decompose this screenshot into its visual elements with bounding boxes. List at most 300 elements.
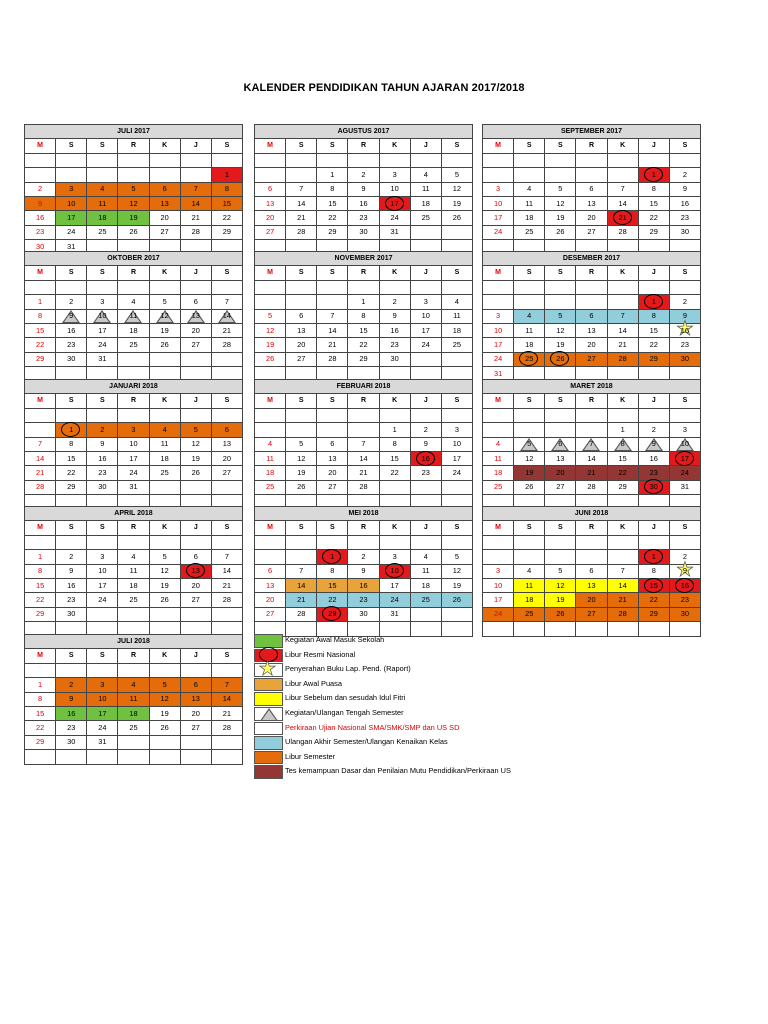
empty-cell <box>211 735 242 749</box>
day-cell: 15 <box>638 323 669 337</box>
empty-cell <box>87 408 118 422</box>
weekday-header: S <box>211 139 242 153</box>
day-cell: 31 <box>669 480 700 494</box>
day-cell: 15 <box>638 196 669 210</box>
day-cell: 6 <box>317 437 348 451</box>
legend-label: Libur Sebelum dan sesudah Idul Fitri <box>285 693 406 703</box>
day-cell: 25 <box>149 466 180 480</box>
day-cell: 19 <box>149 323 180 337</box>
empty-cell <box>180 480 211 494</box>
day-cell: 30 <box>25 240 56 254</box>
day-cell: 12 <box>149 692 180 706</box>
empty-cell <box>286 153 317 167</box>
empty-cell <box>317 295 348 309</box>
day-cell: 27 <box>255 607 286 621</box>
day-cell: 5 <box>441 168 472 182</box>
day-cell: 24 <box>118 466 149 480</box>
day-cell: 14 <box>211 692 242 706</box>
month-november-2017 <box>254 251 473 382</box>
day-cell: 28 <box>286 607 317 621</box>
day-cell: 12 <box>545 578 576 592</box>
day-cell: 13 <box>576 578 607 592</box>
empty-cell <box>410 153 441 167</box>
day-cell: 13 <box>255 578 286 592</box>
day-cell: 27 <box>180 721 211 735</box>
day-cell: 22 <box>25 338 56 352</box>
month-title: MARET 2018 <box>483 380 701 394</box>
weekday-header: M <box>255 139 286 153</box>
day-cell: 27 <box>545 480 576 494</box>
empty-cell <box>255 168 286 182</box>
day-cell: 13 <box>317 451 348 465</box>
page-title: KALENDER PENDIDIKAN TAHUN AJARAN 2017/2018 <box>243 82 525 94</box>
day-cell: 4 <box>118 678 149 692</box>
day-cell: 22 <box>607 466 638 480</box>
day-cell: 23 <box>25 225 56 239</box>
empty-cell <box>180 408 211 422</box>
day-cell: 17 <box>483 211 514 225</box>
empty-cell <box>483 423 514 437</box>
day-cell: 21 <box>607 593 638 607</box>
weekday-header: R <box>348 266 379 280</box>
day-cell: 30 <box>87 480 118 494</box>
day-cell: 18 <box>410 196 441 210</box>
day-cell: 28 <box>211 721 242 735</box>
empty-cell <box>56 280 87 294</box>
day-cell: 21 <box>25 466 56 480</box>
day-cell: 10 <box>379 564 410 578</box>
day-cell: 20 <box>149 211 180 225</box>
day-cell: 7 <box>211 295 242 309</box>
month-juli-2018 <box>24 634 243 765</box>
empty-cell <box>211 408 242 422</box>
day-cell: 31 <box>118 480 149 494</box>
day-cell: 30 <box>638 480 669 494</box>
day-cell: 22 <box>211 211 242 225</box>
day-cell: 28 <box>211 593 242 607</box>
day-cell: 1 <box>211 168 242 182</box>
weekday-header: S <box>317 139 348 153</box>
day-cell: 30 <box>669 352 700 366</box>
month-juli-2017 <box>24 124 243 255</box>
day-cell: 4 <box>87 182 118 196</box>
empty-cell <box>180 750 211 764</box>
empty-cell <box>149 168 180 182</box>
empty-cell <box>410 535 441 549</box>
day-cell: 11 <box>514 196 545 210</box>
day-cell: 11 <box>410 564 441 578</box>
day-cell: 26 <box>118 225 149 239</box>
day-cell: 30 <box>379 352 410 366</box>
day-cell: 10 <box>483 323 514 337</box>
day-cell: 14 <box>317 323 348 337</box>
weekday-header: R <box>118 521 149 535</box>
day-cell: 2 <box>669 295 700 309</box>
legend-label: Penyerahan Buku Lap. Pend. (Raport) <box>285 664 411 674</box>
day-cell: 28 <box>607 225 638 239</box>
day-cell: 27 <box>576 352 607 366</box>
day-cell: 8 <box>607 437 638 451</box>
day-cell: 7 <box>286 182 317 196</box>
day-cell: 10 <box>483 196 514 210</box>
empty-cell <box>149 352 180 366</box>
day-cell: 28 <box>286 225 317 239</box>
day-cell: 3 <box>379 550 410 564</box>
day-cell: 5 <box>118 182 149 196</box>
empty-cell <box>483 280 514 294</box>
day-cell: 5 <box>286 437 317 451</box>
day-cell: 27 <box>576 607 607 621</box>
day-cell: 9 <box>87 437 118 451</box>
day-cell: 12 <box>441 564 472 578</box>
day-cell: 8 <box>211 182 242 196</box>
day-cell: 24 <box>441 466 472 480</box>
day-cell: 14 <box>348 451 379 465</box>
weekday-header: K <box>379 266 410 280</box>
legend-label: Kegiatan/Ulangan Tengah Semester <box>285 707 404 717</box>
day-cell: 18 <box>441 323 472 337</box>
day-cell: 9 <box>56 692 87 706</box>
day-cell: 28 <box>348 480 379 494</box>
day-cell: 18 <box>118 323 149 337</box>
day-cell: 5 <box>441 550 472 564</box>
empty-cell <box>211 663 242 677</box>
day-cell: 27 <box>211 466 242 480</box>
day-cell: 22 <box>317 211 348 225</box>
empty-cell <box>87 535 118 549</box>
month-mei-2018 <box>254 506 473 637</box>
day-cell: 17 <box>379 578 410 592</box>
day-cell: 23 <box>56 593 87 607</box>
day-cell: 2 <box>669 550 700 564</box>
weekday-header: S <box>441 266 472 280</box>
empty-cell <box>410 352 441 366</box>
day-cell: 29 <box>638 352 669 366</box>
day-cell: 8 <box>379 437 410 451</box>
legend-swatch <box>254 663 283 677</box>
day-cell: 13 <box>149 196 180 210</box>
day-cell: 18 <box>87 211 118 225</box>
day-cell: 18 <box>483 466 514 480</box>
day-cell: 12 <box>180 437 211 451</box>
weekday-header: S <box>211 266 242 280</box>
day-cell: 30 <box>56 735 87 749</box>
empty-cell <box>348 535 379 549</box>
day-cell: 1 <box>638 295 669 309</box>
day-cell: 23 <box>379 338 410 352</box>
empty-cell <box>379 622 410 636</box>
day-cell: 23 <box>87 466 118 480</box>
weekday-header: K <box>149 266 180 280</box>
day-cell: 10 <box>669 437 700 451</box>
day-cell: 20 <box>286 338 317 352</box>
day-cell: 21 <box>576 466 607 480</box>
day-cell: 20 <box>545 466 576 480</box>
weekday-header: J <box>180 139 211 153</box>
day-cell: 6 <box>576 564 607 578</box>
day-cell: 7 <box>211 678 242 692</box>
empty-cell <box>576 295 607 309</box>
empty-cell <box>56 408 87 422</box>
day-cell: 9 <box>56 564 87 578</box>
day-cell: 27 <box>255 225 286 239</box>
day-cell: 3 <box>669 423 700 437</box>
day-cell: 3 <box>483 564 514 578</box>
day-cell: 2 <box>56 295 87 309</box>
empty-cell <box>514 295 545 309</box>
day-cell: 1 <box>25 295 56 309</box>
day-cell: 1 <box>25 678 56 692</box>
day-cell: 1 <box>348 295 379 309</box>
empty-cell <box>483 153 514 167</box>
day-cell: 26 <box>286 480 317 494</box>
day-cell: 8 <box>56 437 87 451</box>
day-cell: 22 <box>379 466 410 480</box>
day-cell: 9 <box>410 437 441 451</box>
day-cell: 29 <box>348 352 379 366</box>
day-cell: 7 <box>211 550 242 564</box>
weekday-header: M <box>483 521 514 535</box>
day-cell: 18 <box>514 211 545 225</box>
empty-cell <box>607 295 638 309</box>
weekday-header: R <box>118 266 149 280</box>
day-cell: 3 <box>87 295 118 309</box>
day-cell: 15 <box>25 323 56 337</box>
day-cell: 21 <box>211 323 242 337</box>
empty-cell <box>118 153 149 167</box>
day-cell: 23 <box>669 211 700 225</box>
day-cell: 19 <box>149 706 180 720</box>
day-cell: 11 <box>514 323 545 337</box>
empty-cell <box>149 607 180 621</box>
empty-cell <box>211 280 242 294</box>
day-cell: 6 <box>180 295 211 309</box>
day-cell: 5 <box>545 309 576 323</box>
weekday-header: S <box>669 266 700 280</box>
weekday-header: S <box>56 649 87 663</box>
day-cell: 11 <box>118 309 149 323</box>
day-cell: 3 <box>87 678 118 692</box>
day-cell: 27 <box>149 225 180 239</box>
day-cell: 24 <box>410 338 441 352</box>
day-cell: 19 <box>118 211 149 225</box>
day-cell: 8 <box>317 182 348 196</box>
weekday-header: S <box>87 521 118 535</box>
day-cell: 13 <box>180 692 211 706</box>
month-title: MEI 2018 <box>255 507 473 521</box>
empty-cell <box>545 535 576 549</box>
weekday-header: S <box>56 266 87 280</box>
weekday-header: S <box>514 139 545 153</box>
day-cell: 3 <box>483 182 514 196</box>
weekday-header: K <box>149 521 180 535</box>
weekday-header: M <box>25 266 56 280</box>
weekday-header: S <box>286 521 317 535</box>
day-cell: 17 <box>483 338 514 352</box>
day-cell: 2 <box>87 423 118 437</box>
day-cell: 4 <box>514 182 545 196</box>
day-cell: 3 <box>87 550 118 564</box>
day-cell: 4 <box>410 168 441 182</box>
weekday-header: K <box>149 649 180 663</box>
empty-cell <box>545 622 576 636</box>
day-cell: 17 <box>87 323 118 337</box>
day-cell: 25 <box>410 593 441 607</box>
day-cell: 4 <box>118 550 149 564</box>
day-cell: 1 <box>638 168 669 182</box>
empty-cell <box>441 480 472 494</box>
day-cell: 13 <box>576 323 607 337</box>
day-cell: 19 <box>514 466 545 480</box>
day-cell: 31 <box>379 607 410 621</box>
day-cell: 4 <box>441 295 472 309</box>
empty-cell <box>607 622 638 636</box>
empty-cell <box>118 280 149 294</box>
day-cell: 29 <box>211 225 242 239</box>
day-cell: 14 <box>211 564 242 578</box>
day-cell: 2 <box>25 182 56 196</box>
empty-cell <box>25 153 56 167</box>
day-cell: 11 <box>255 451 286 465</box>
day-cell: 3 <box>441 423 472 437</box>
day-cell: 19 <box>286 466 317 480</box>
weekday-header: M <box>25 139 56 153</box>
month-april-2018 <box>24 506 243 637</box>
day-cell: 18 <box>149 451 180 465</box>
day-cell: 1 <box>25 550 56 564</box>
day-cell: 2 <box>56 678 87 692</box>
day-cell: 19 <box>545 211 576 225</box>
weekday-header: S <box>211 521 242 535</box>
day-cell: 28 <box>211 338 242 352</box>
weekday-header: S <box>545 139 576 153</box>
empty-cell <box>180 352 211 366</box>
day-cell: 12 <box>149 564 180 578</box>
day-cell: 12 <box>286 451 317 465</box>
day-cell: 3 <box>118 423 149 437</box>
day-cell: 18 <box>255 466 286 480</box>
month-title: JULI 2017 <box>25 125 243 139</box>
empty-cell <box>638 408 669 422</box>
day-cell: 12 <box>149 309 180 323</box>
weekday-header: S <box>545 521 576 535</box>
empty-cell <box>87 168 118 182</box>
empty-cell <box>483 535 514 549</box>
empty-cell <box>87 280 118 294</box>
weekday-header: R <box>576 266 607 280</box>
day-cell: 8 <box>25 564 56 578</box>
day-cell: 30 <box>56 352 87 366</box>
day-cell: 20 <box>255 211 286 225</box>
day-cell: 25 <box>118 721 149 735</box>
weekday-header: J <box>638 266 669 280</box>
day-cell: 16 <box>410 451 441 465</box>
day-cell: 4 <box>118 295 149 309</box>
day-cell: 13 <box>211 437 242 451</box>
weekday-header: M <box>25 394 56 408</box>
empty-cell <box>286 295 317 309</box>
day-cell: 23 <box>669 338 700 352</box>
day-cell: 13 <box>255 196 286 210</box>
empty-cell <box>286 280 317 294</box>
day-cell: 25 <box>255 480 286 494</box>
day-cell: 20 <box>211 451 242 465</box>
day-cell: 29 <box>317 607 348 621</box>
weekday-header: J <box>638 139 669 153</box>
day-cell: 16 <box>638 451 669 465</box>
day-cell: 10 <box>87 564 118 578</box>
empty-cell <box>514 168 545 182</box>
empty-cell <box>149 535 180 549</box>
empty-cell <box>576 280 607 294</box>
day-cell: 1 <box>317 550 348 564</box>
day-cell: 11 <box>149 437 180 451</box>
legend-label: Kegiatan Awal Masuk Sekolah <box>285 635 385 644</box>
empty-cell <box>441 225 472 239</box>
day-cell: 26 <box>441 211 472 225</box>
day-cell: 3 <box>56 182 87 196</box>
day-cell: 15 <box>317 578 348 592</box>
empty-cell <box>25 408 56 422</box>
day-cell: 21 <box>348 466 379 480</box>
empty-cell <box>180 280 211 294</box>
empty-cell <box>180 735 211 749</box>
day-cell: 23 <box>56 338 87 352</box>
legend-label: Libur Awal Puasa <box>285 678 342 688</box>
day-cell: 3 <box>379 168 410 182</box>
day-cell: 24 <box>56 225 87 239</box>
weekday-header: M <box>25 649 56 663</box>
day-cell: 29 <box>56 480 87 494</box>
day-cell: 14 <box>607 196 638 210</box>
day-cell: 16 <box>348 578 379 592</box>
weekday-header: S <box>286 394 317 408</box>
day-cell: 2 <box>638 423 669 437</box>
day-cell: 17 <box>56 211 87 225</box>
empty-cell <box>180 607 211 621</box>
weekday-header: K <box>379 521 410 535</box>
month-september-2017 <box>482 124 701 255</box>
day-cell: 22 <box>638 593 669 607</box>
day-cell: 21 <box>211 706 242 720</box>
empty-cell <box>149 153 180 167</box>
weekday-header: S <box>317 266 348 280</box>
month-desember-2017 <box>482 251 701 382</box>
day-cell: 6 <box>576 309 607 323</box>
weekday-header: S <box>56 139 87 153</box>
day-cell: 10 <box>118 437 149 451</box>
weekday-header: S <box>317 521 348 535</box>
month-maret-2018 <box>482 379 701 510</box>
day-cell: 11 <box>87 196 118 210</box>
day-cell: 26 <box>255 352 286 366</box>
day-cell: 27 <box>180 338 211 352</box>
weekday-header: R <box>576 139 607 153</box>
day-cell: 31 <box>56 240 87 254</box>
empty-cell <box>669 153 700 167</box>
day-cell: 20 <box>180 706 211 720</box>
empty-cell <box>638 622 669 636</box>
day-cell: 19 <box>441 578 472 592</box>
day-cell: 26 <box>149 721 180 735</box>
day-cell: 23 <box>56 721 87 735</box>
day-cell: 15 <box>56 451 87 465</box>
day-cell: 11 <box>483 451 514 465</box>
day-cell: 7 <box>348 437 379 451</box>
day-cell: 25 <box>514 352 545 366</box>
month-agustus-2017 <box>254 124 473 255</box>
empty-cell <box>348 280 379 294</box>
